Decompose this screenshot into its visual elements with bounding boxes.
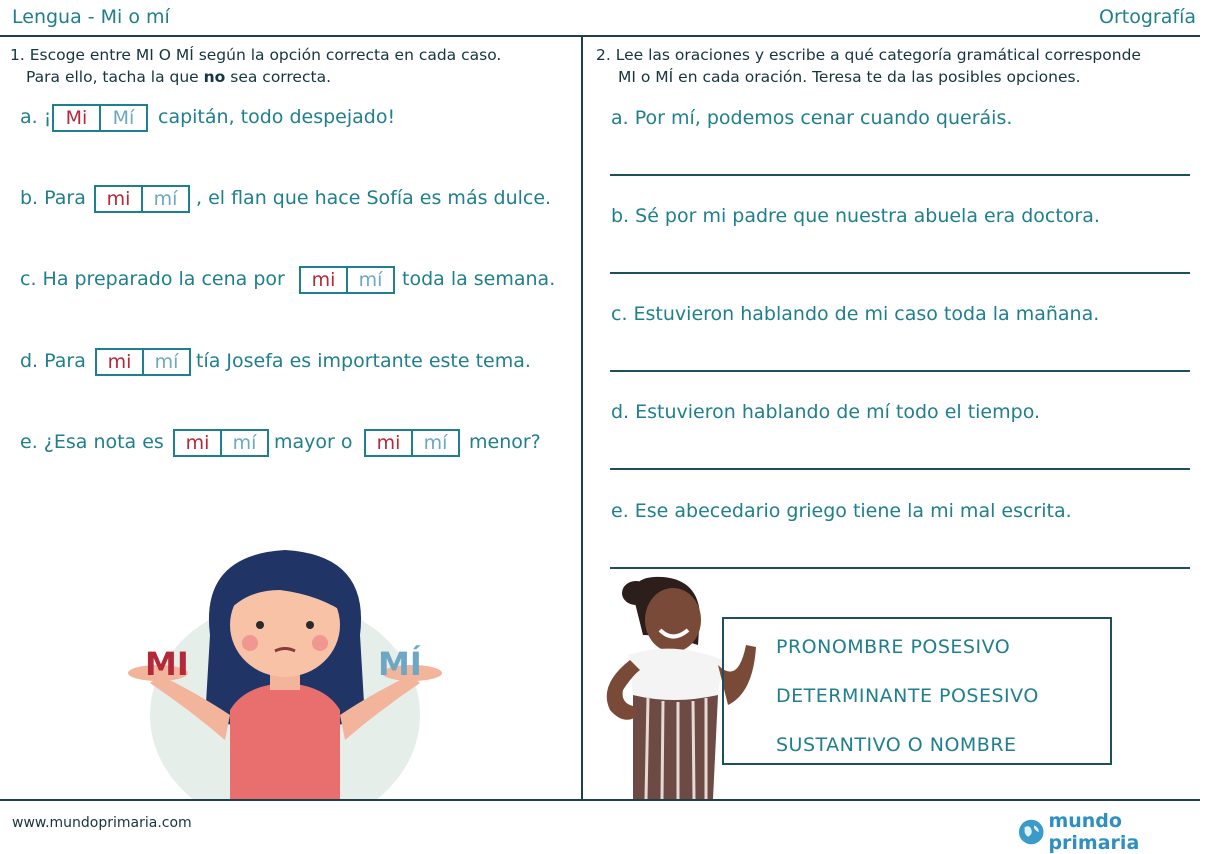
option-1: PRONOMBRE POSESIVO [776,636,1011,658]
answer-line-d[interactable] [610,468,1190,470]
sentence-d: d. Estuvieron hablando de mí todo el tiempo. [611,401,1041,423]
item-c-prefix: c. Ha preparado la cena por [20,268,285,290]
brand-logo [1018,810,1210,854]
choice-mi[interactable]: mi [366,431,413,455]
worksheet-subject: Ortografía [1099,6,1196,28]
options-box [722,617,1112,765]
answer-line-b[interactable] [610,272,1190,274]
item-d-prefix: d. Para [20,350,86,372]
blouse-shape [628,649,723,700]
mi-label-left: MI [145,645,189,683]
item-a-choice[interactable] [52,104,148,132]
item-b-choice[interactable] [94,185,190,213]
column-divider [581,37,583,800]
brand-name: mundo primaria [1048,810,1140,854]
option-2: DETERMINANTE POSESIVO [776,685,1039,707]
choice-mi[interactable]: mi [301,268,348,292]
footer-url[interactable]: www.mundoprimaria.com [12,815,192,831]
choice-mi-accent[interactable]: mí [154,351,179,373]
option-3: SUSTANTIVO O NOMBRE [776,734,1017,756]
item-a-prefix: a. ¡ [20,106,52,128]
instr-part: sea correcta. [225,68,331,86]
exercise2-instruction-line1: 2. Lee las oraciones y escribe a qué categoría gramátical corresponde [596,46,1141,64]
exercise1-instruction [10,44,501,88]
mi-label-right: MÍ [378,645,422,683]
choice-mi-accent[interactable]: mí [232,432,257,454]
worksheet-title: Lengua - Mi o mí [12,6,170,28]
item-e-middle: mayor o [274,431,353,453]
header-divider [0,35,1200,37]
item-d-suffix: tía Josefa es importante este tema. [196,350,531,372]
exercise2-instruction [596,44,1141,88]
choice-mi[interactable]: mi [96,187,143,211]
answer-line-c[interactable] [610,370,1190,372]
choice-mi-accent[interactable]: Mí [112,107,135,129]
instr-bold: no [203,68,226,86]
footer-divider [0,799,1200,801]
item-b-suffix: , el flan que hace Sofía es más dulce. [196,187,552,209]
item-e-prefix: e. ¿Esa nota es [20,431,164,453]
answer-line-a[interactable] [610,174,1190,176]
globe-icon [1018,818,1044,846]
eye-right [306,621,314,629]
answer-line-e[interactable] [610,567,1190,569]
item-d-choice[interactable] [95,348,191,376]
shirt-shape [230,683,340,799]
sentence-a: a. Por mí, podemos cenar cuando queráis. [611,107,1013,129]
hair-bun [622,581,650,605]
cheek-right [312,635,328,651]
sentence-e: e. Ese abecedario griego tiene la mi mal escrita. [611,500,1072,522]
eye-left [256,621,264,629]
sentence-b: b. Sé por mi padre que nuestra abuela era doctora. [611,205,1100,227]
exercise1-instruction-line1: 1. Escoge entre MI O MÍ según la opción correcta en cada caso. [10,46,502,64]
girl-illustration [120,545,450,799]
choice-mi-accent[interactable]: mí [153,188,178,210]
exercise2-instruction-line2: MI o MÍ en cada oración. Teresa te da las posibles opciones. [618,68,1081,86]
instr-part: Para ello, tacha la que [26,68,204,86]
item-a-suffix: capitán, todo despejado! [158,106,396,128]
item-e-suffix: menor? [469,431,541,453]
item-e-choice-1[interactable] [173,429,269,457]
exercise1-instruction-line2 [10,66,501,88]
choice-mi[interactable]: mi [97,350,144,374]
cheek-left [242,635,258,651]
choice-mi-accent[interactable]: mí [423,432,448,454]
item-e-choice-2[interactable] [364,429,460,457]
choice-mi-accent[interactable]: mí [358,269,383,291]
item-b-prefix: b. Para [20,187,86,209]
item-c-choice[interactable] [299,266,395,294]
choice-mi[interactable]: Mi [54,106,101,130]
choice-mi[interactable]: mi [175,431,222,455]
sentence-c: c. Estuvieron hablando de mi caso toda la mañana. [611,303,1100,325]
item-c-suffix: toda la semana. [402,268,556,290]
face-shape [645,588,701,652]
